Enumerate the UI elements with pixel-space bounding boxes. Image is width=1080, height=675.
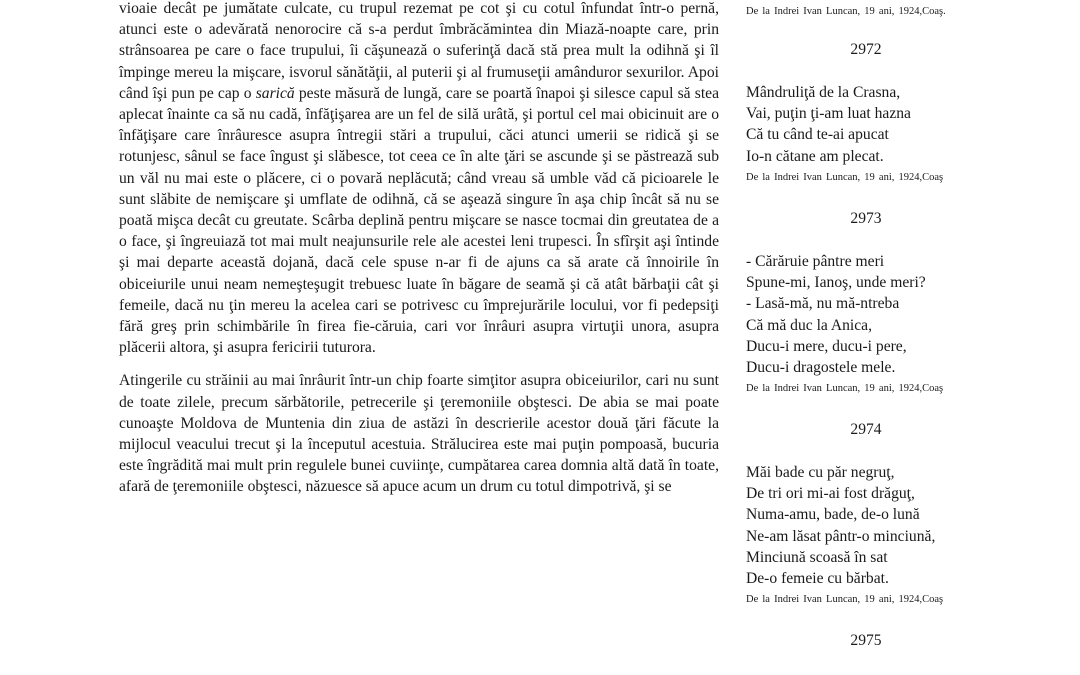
verse-line: De-o femeie cu bărbat.: [746, 570, 889, 588]
source-line-2974: De la Indrei Ivan Luncan, 19 ani, 1924,Coaş: [746, 594, 944, 605]
source-line-2973: De la Indrei Ivan Luncan, 19 ani, 1924,Coaş: [746, 383, 944, 394]
main-text-column: [119, 0, 719, 498]
entry-number-2975: 2975: [850, 632, 882, 649]
verse-line: - Cărăruie pântre meri: [746, 253, 885, 270]
verse-2973: [746, 251, 926, 378]
source-line-2972: De la Indrei Ivan Luncan, 19 ani, 1924,Coaş: [746, 172, 944, 183]
verse-line: Vai, puţin ţi-am luat hazna: [746, 105, 911, 123]
verse-line: Spune-mi, Ianoş, unde meri?: [746, 274, 926, 292]
source-line-top: De la Indrei Ivan Luncan, 19 ani, 1924,Coaş.: [746, 6, 946, 17]
verse-line: Ducu-i mere, ducu-i pere,: [746, 337, 907, 355]
verse-line: Măi bade cu păr negruţ,: [746, 464, 895, 481]
verse-line: Io-n cătane am plecat.: [746, 147, 884, 165]
verse-line: De tri ori mi-ai fost drăguţ,: [746, 485, 915, 503]
verse-2972: [746, 82, 911, 167]
verse-2974: [746, 462, 935, 589]
verse-line: Minciună scoasă în sat: [746, 548, 888, 566]
italic-term-sarica: sarică: [255, 84, 295, 102]
entry-number-2974: 2974: [850, 421, 882, 438]
paragraph-1: [119, 0, 719, 358]
paragraph-2: Atingerile cu străinii au mai înrâurit într-un chip foarte simţitor asupra obiceiurilor, cari nu sunt de toate zilele, precum sărbătorile, petrecerile şi ţeremoniile obştesci. De abia se mai poate cunoaşte Moldova de Muntenia din ziua de astăzi în descrierile acestor două ţări făcute la mijlocul veacului trecut şi la începutul acestuia. Strălucirea este mai puţin pompoasă, bucuria este îngrădită mai mult prin regulele bunei cuviinţe, cumpătarea carea domnia altă dată în toate, afară de ţeremoniile obştesci, năzuesce să apuce acum un drum cu totul dimpotrivă, şi se: [119, 372, 719, 496]
paragraph-1-text-b: peste măsură de lungă, care se poartă înapoi şi silesce capul să stea aplecat înainte ca să nu cadă, înfăţişarea are un fel de silă urâtă, şi portul cel mai obicinuit are o înfăţişare care înrâuresce asupra întregii stări a trupului, căci atunci umerii se ridică şi se rotunjesc, sânul se face îngust şi slăbesce, tot ceea ce în alte ţări se ascunde şi se păstrează sub un văl nu mai este o plăcere, ci o povară neplăcută; când vreau să umble văd că picioarele le sunt slăbite de nemişcare şi umflate de odihnă, că se aşează singure în aşa chip încât să nu se poată mişca decât cu greutate. Scârba deplină pentru mişcare se nasce tocmai din greutatea de a o face, şi îngreuiază tot mai mult neajunsurile rele ale acestei leni trupesci. În sfîrşit aşi întinde şi mai departe această dojană, dacă cele spuse n-ar fi de ajuns ca să arate că înnoirile în obiceiurile unui neam nemeşteşugit trebuesc luate în băgare de seamă şi că atât bărbaţii cât şi femeile, dacă nu ţin mereu la acelea cari se potrivesc cu împrejurările locului, vor fi pedepsiţi fără greş prin schimbările în firea fie-căruia, cari vor înrâuri asupra virtuţii unora, asupra plăcerii altora, şi asupra fericirii tuturora.: [119, 84, 719, 357]
entry-number-2973: 2973: [850, 210, 882, 227]
verse-line: Ne-am lăsat pântr-o minciună,: [746, 527, 936, 545]
verse-line: Că mă duc la Anica,: [746, 316, 873, 334]
verse-line: Ducu-i dragostele mele.: [746, 359, 896, 377]
verse-line: Numa-amu, bade, de-o lună: [746, 506, 920, 524]
verse-line: - Lasă-mă, nu mă-ntreba: [746, 295, 900, 313]
paragraph-1-text-a: vioaie decât pe jumătate culcate, cu trupul rezemat pe cot şi cu cotul înfundat într-o pernă, atunci este o adevărată nenorocire că s-a perdut îmbrăcămintea din Miază-noapte care, prin strânsoarea pe care o face trupului, îi căşunează o suferinţă dacă stă prea mult la odihnă şi îl împinge mereu la mişcare, isvorul sănătăţii, al puterii şi al frumuseţii amânduror sexurilor. Apoi când îşi pun pe cap o: [119, 0, 719, 102]
verse-line: Că tu când te-ai apucat: [746, 126, 889, 144]
verse-line: Mândruliţă de la Crasna,: [746, 84, 901, 101]
entry-number-2972: 2972: [850, 41, 882, 58]
